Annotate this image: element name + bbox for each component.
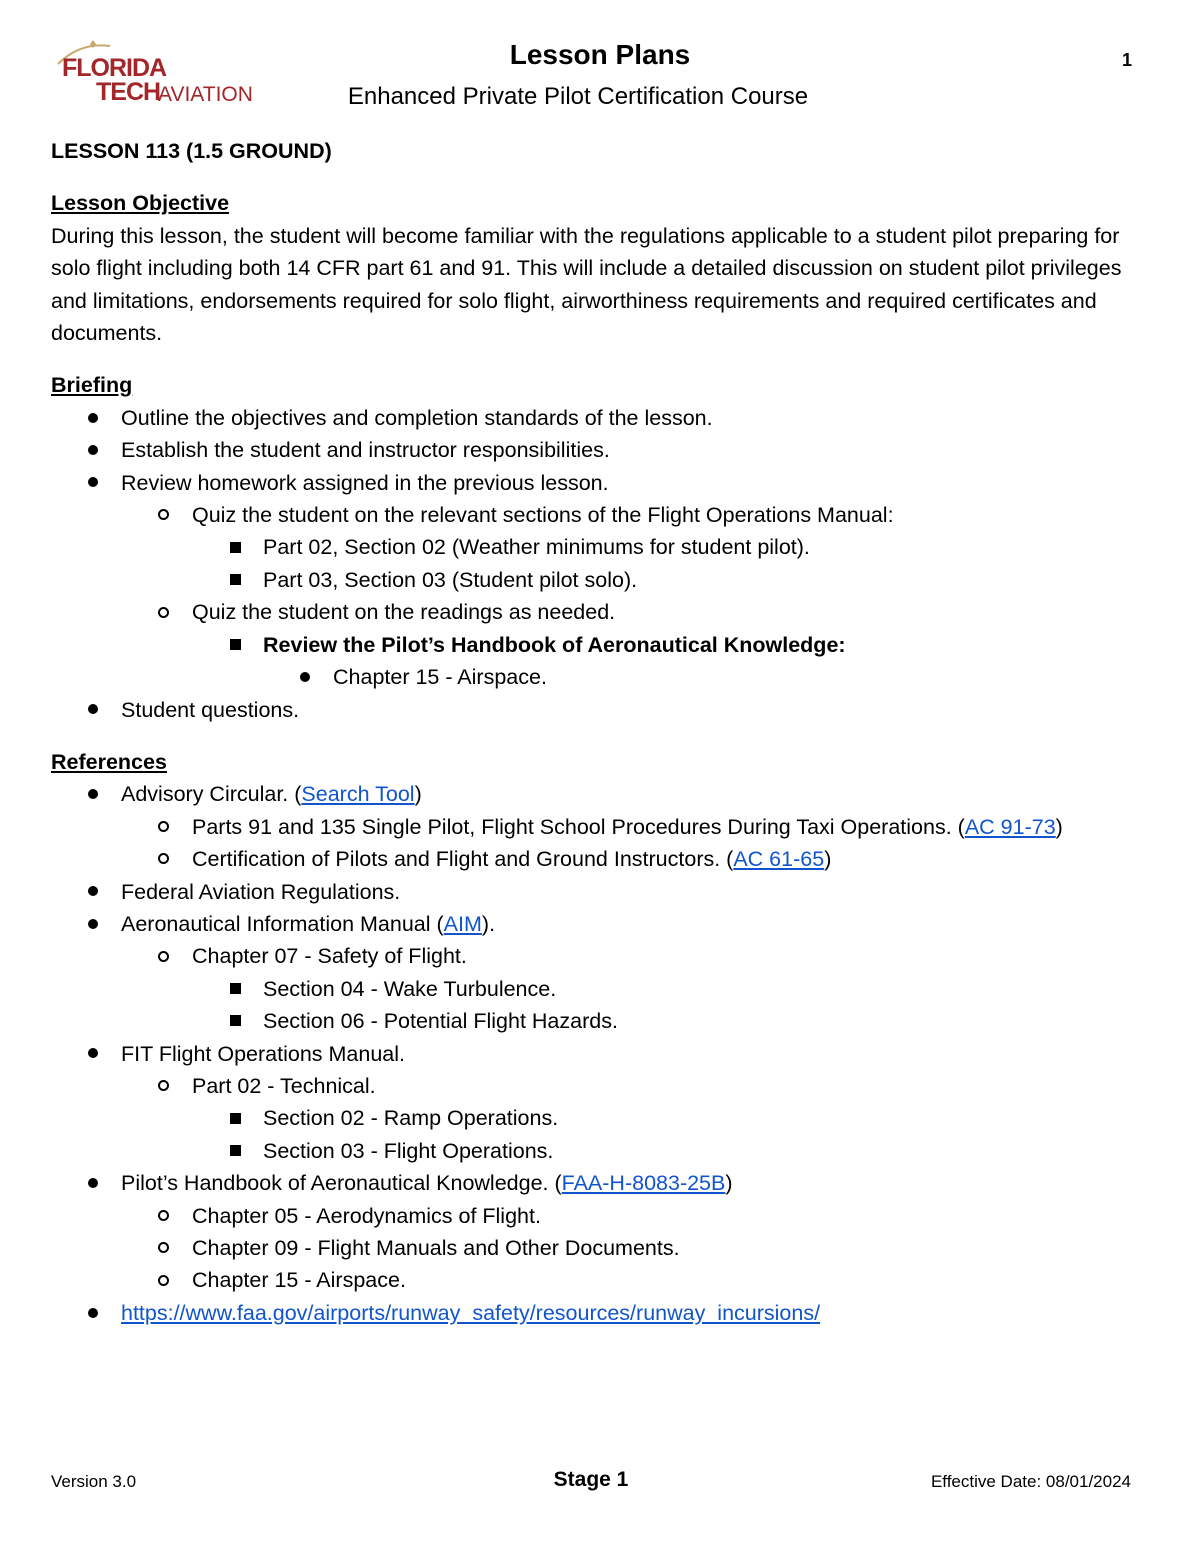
bullet-icon — [230, 542, 241, 553]
aim-link[interactable]: AIM — [443, 911, 482, 936]
document-body — [51, 135, 1141, 1329]
bullet-icon — [88, 1308, 98, 1318]
footer-version: Version 3.0 — [51, 1472, 137, 1491]
footer-stage: Stage 1 — [553, 1468, 629, 1491]
list-item: Chapter 15 - Airspace. — [51, 1264, 1141, 1296]
bullet-icon — [230, 639, 241, 650]
list-item: Parts 91 and 135 Single Pilot, Flight School Procedures During Taxi Operations. (AC 91-73) — [51, 811, 1141, 843]
objective-heading: Lesson Objective — [51, 191, 230, 216]
list-item: Part 03, Section 03 (Student pilot solo). — [51, 564, 1141, 596]
bullet-icon — [88, 413, 98, 423]
bullet-icon — [88, 477, 98, 487]
list-item: Chapter 05 - Aerodynamics of Flight. — [51, 1200, 1141, 1232]
list-item: Establish the student and instructor responsibilities. — [51, 434, 1141, 466]
logo-text-tech: TECH — [96, 78, 161, 106]
document-subtitle: Enhanced Private Pilot Certification Course — [347, 83, 809, 110]
list-item: Certification of Pilots and Flight and Ground Instructors. (AC 61-65) — [51, 843, 1141, 875]
list-item: Chapter 15 - Airspace. — [51, 661, 1141, 693]
bullet-icon — [158, 509, 169, 520]
bullet-icon — [88, 1178, 98, 1188]
list-item: Part 02 - Technical. — [51, 1070, 1141, 1102]
bullet-icon — [158, 951, 169, 962]
ac-61-65-link[interactable]: AC 61-65 — [733, 847, 825, 872]
list-item: Quiz the student on the readings as needed. — [51, 596, 1141, 628]
bullet-icon — [158, 1275, 169, 1286]
bullet-icon — [300, 672, 310, 682]
page-footer — [51, 1468, 1131, 1498]
bullet-icon — [158, 1242, 169, 1253]
bullet-icon — [230, 1015, 241, 1026]
footer-effective-date: Effective Date: 08/01/2024 — [930, 1472, 1131, 1491]
list-item: Aeronautical Information Manual (AIM). — [51, 908, 1141, 940]
list-item: Review homework assigned in the previous lesson. — [51, 467, 1141, 499]
list-item: Student questions. — [51, 694, 1141, 726]
bullet-icon — [230, 574, 241, 585]
bullet-icon — [88, 789, 98, 799]
logo-text-aviation: AVIATION — [158, 83, 253, 106]
page-number: 1 — [1121, 50, 1132, 70]
lesson-heading: LESSON 113 (1.5 GROUND) — [51, 139, 332, 163]
list-item: Section 06 - Potential Flight Hazards. — [51, 1005, 1141, 1037]
bullet-icon — [158, 1080, 169, 1091]
list-item: Section 03 - Flight Operations. — [51, 1135, 1141, 1167]
faa-h-8083-25b-link[interactable]: FAA-H-8083-25B — [561, 1171, 726, 1196]
briefing-list — [51, 402, 1141, 726]
list-item: Review the Pilot’s Handbook of Aeronautical Knowledge: — [51, 629, 1141, 661]
references-heading: References — [51, 749, 167, 774]
list-item: Quiz the student on the relevant sections of the Flight Operations Manual: — [51, 499, 1141, 531]
list-item: Section 02 - Ramp Operations. — [51, 1102, 1141, 1134]
list-item: Advisory Circular. (Search Tool) — [51, 778, 1141, 810]
list-item: Pilot’s Handbook of Aeronautical Knowledge. (FAA-H-8083-25B) — [51, 1167, 1141, 1199]
objective-text: During this lesson, the student will become familiar with the regulations applicable to a student pilot preparing for solo flight including both 14 CFR part 61 and 91. This will include a detailed discussion on student pilot privileges and limitations, endorsements required for solo flight, airworthiness requirements and required certificates and documents. — [51, 223, 1122, 346]
list-item: Outline the objectives and completion standards of the lesson. — [51, 402, 1141, 434]
bullet-icon — [88, 919, 98, 929]
bullet-icon — [88, 1048, 98, 1058]
bullet-icon — [230, 1145, 241, 1156]
list-item: Section 04 - Wake Turbulence. — [51, 973, 1141, 1005]
search-tool-link[interactable]: Search Tool — [301, 782, 415, 807]
bullet-icon — [158, 821, 169, 832]
bullet-icon — [230, 983, 241, 994]
bullet-icon — [88, 445, 98, 455]
faa-runway-incursions-link[interactable]: https://www.faa.gov/airports/runway_safety/resources/runway_incursions/ — [121, 1300, 821, 1325]
document-title: Lesson Plans — [509, 39, 691, 70]
references-list — [51, 778, 1141, 1329]
bullet-icon — [88, 886, 98, 896]
bullet-icon — [88, 704, 98, 714]
bullet-icon — [158, 1210, 169, 1221]
list-item: Federal Aviation Regulations. — [51, 876, 1141, 908]
bullet-icon — [230, 1113, 241, 1124]
list-item: Part 02, Section 02 (Weather minimums for student pilot). — [51, 531, 1141, 563]
ac-91-73-link[interactable]: AC 91-73 — [964, 814, 1056, 839]
list-item: Chapter 07 - Safety of Flight. — [51, 940, 1141, 972]
list-item: Chapter 09 - Flight Manuals and Other Documents. — [51, 1232, 1141, 1264]
list-item: FIT Flight Operations Manual. — [51, 1038, 1141, 1070]
briefing-heading: Briefing — [51, 373, 133, 398]
logo-text-florida: FLORIDA — [62, 54, 167, 82]
list-item — [51, 1297, 1141, 1329]
bullet-icon — [158, 853, 169, 864]
bullet-icon — [158, 607, 169, 618]
